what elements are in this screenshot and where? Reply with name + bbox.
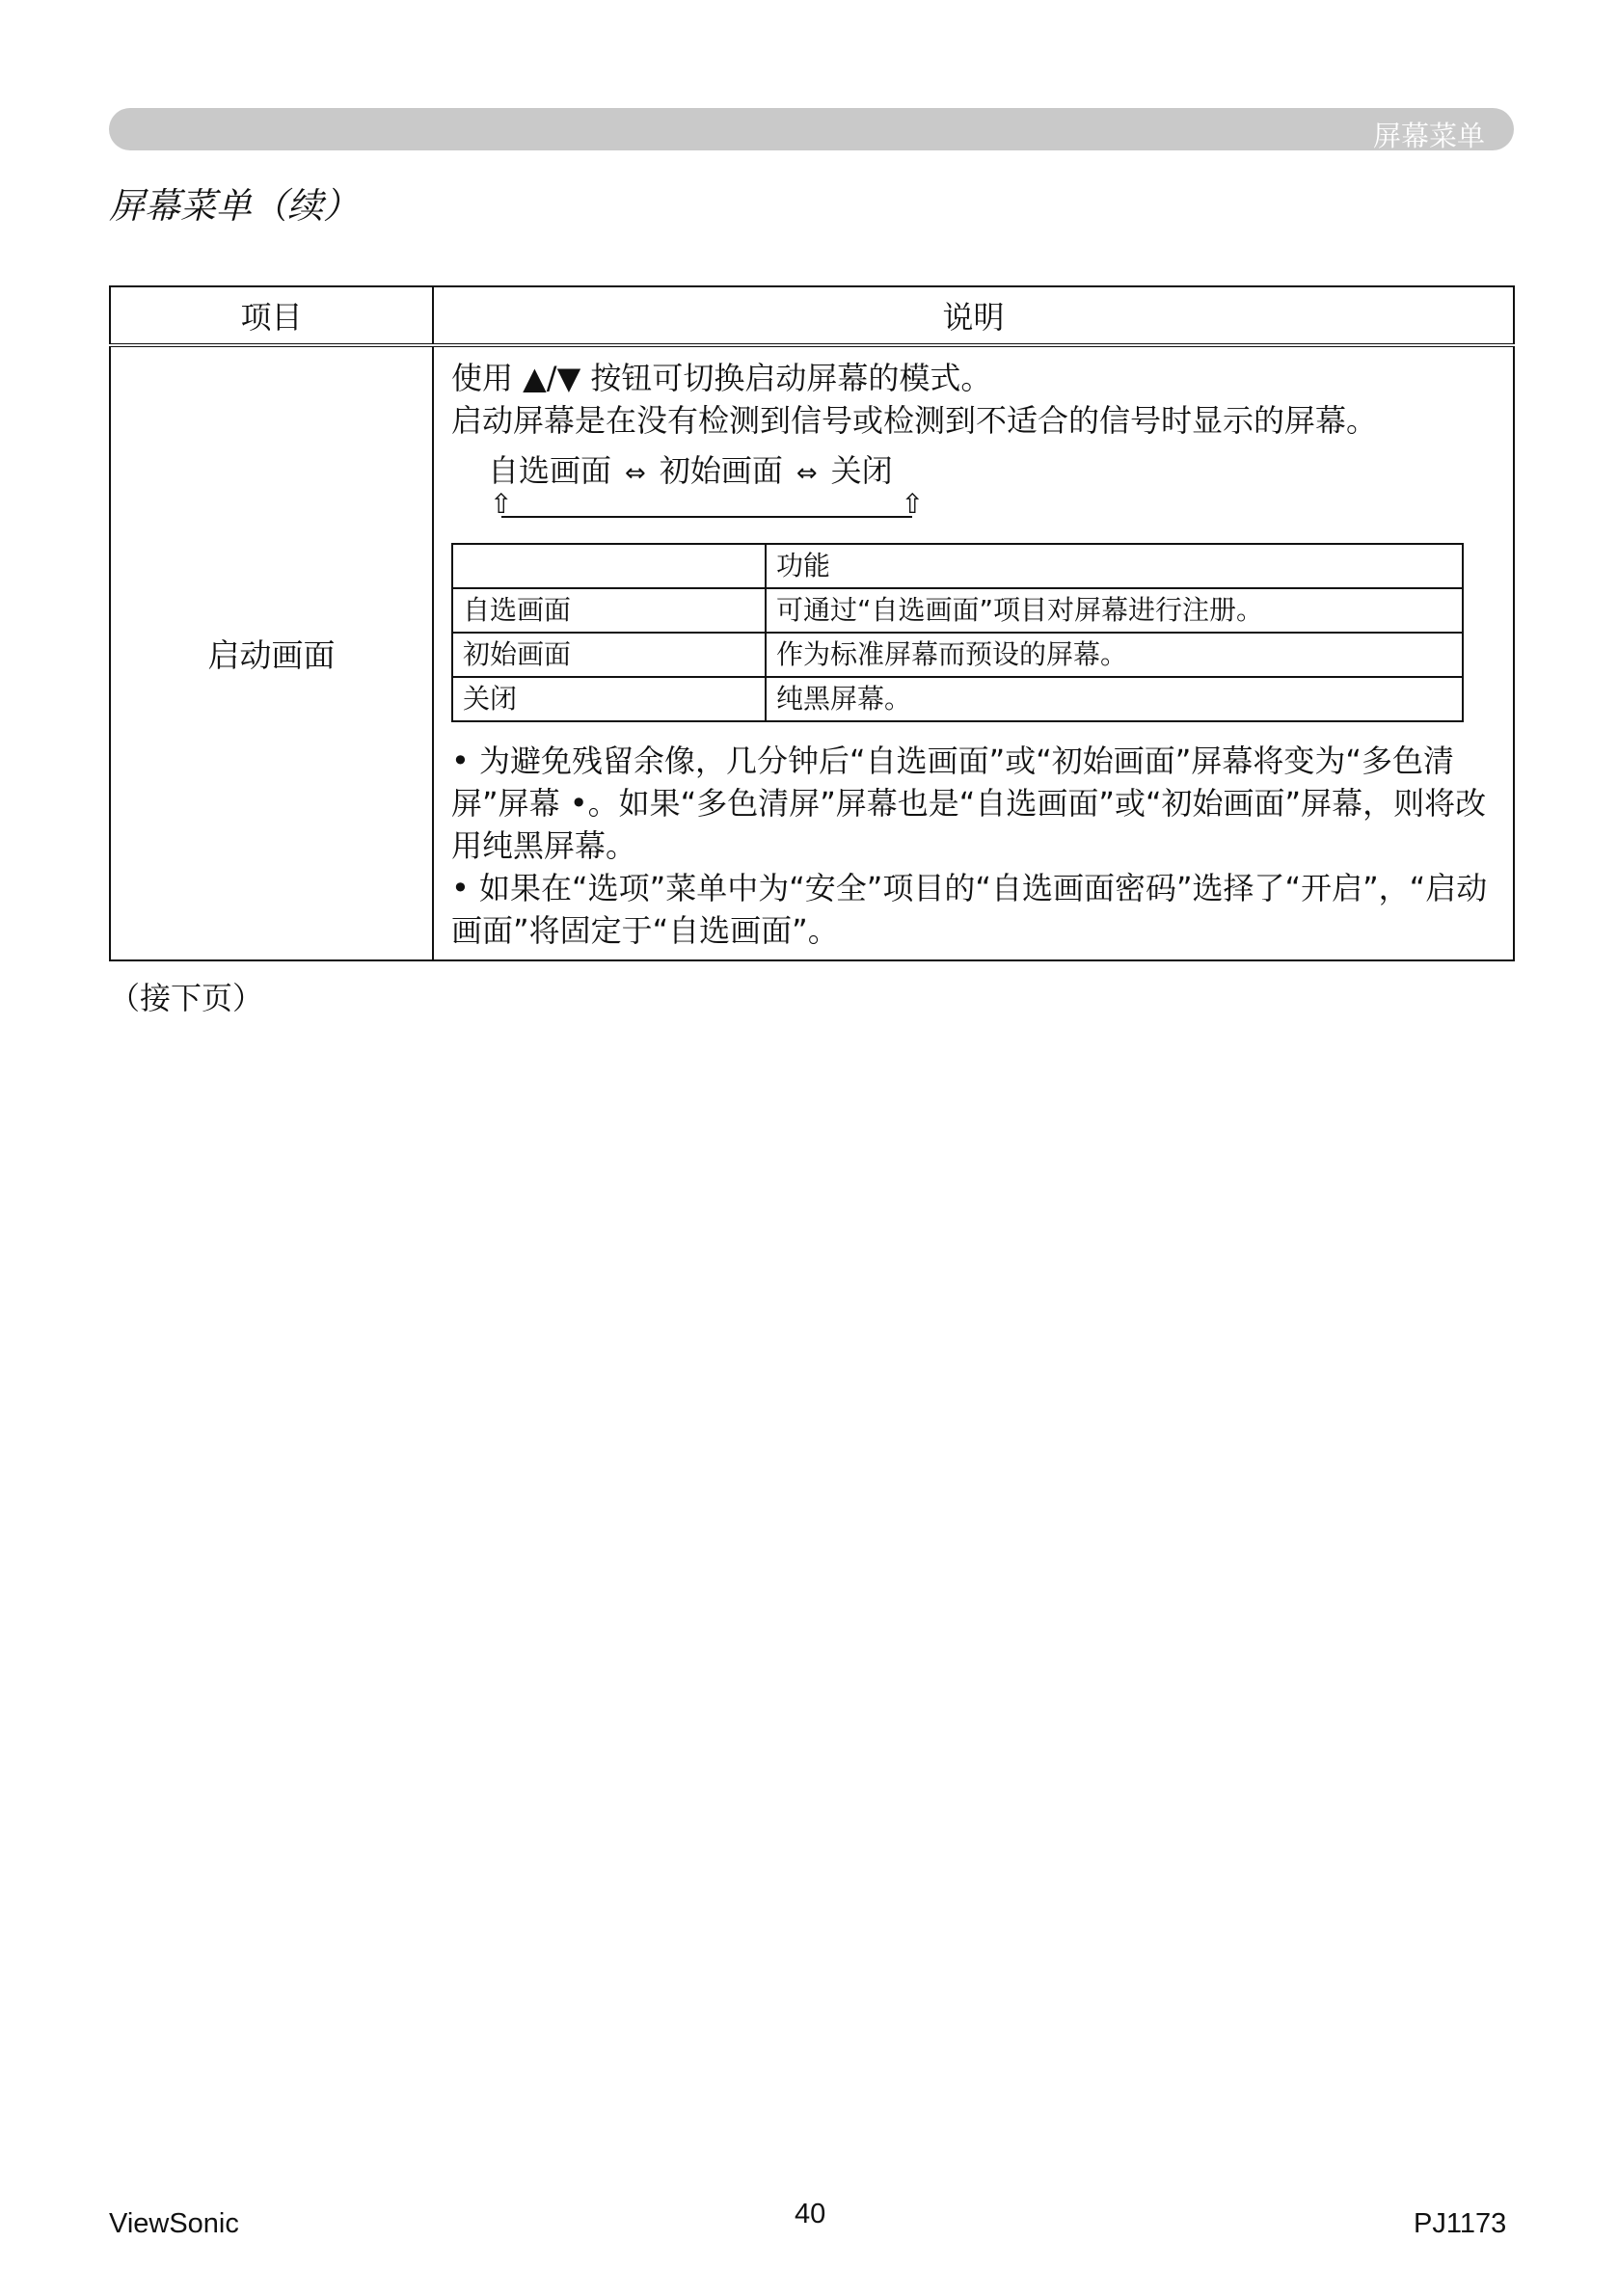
description-line: 使用 ▲/▼ 按钮可切换启动屏幕的模式。 xyxy=(451,360,992,396)
note: • 如果在“选项”菜单中为“安全”项目的“自选画面密码”选择了“开启”，“启动画面”将固定于“自选画面”。 xyxy=(451,870,1488,949)
loop-indicator xyxy=(490,488,924,526)
header-label: 屏幕菜单 xyxy=(1372,120,1485,152)
column-header-description: 说明 xyxy=(433,286,1514,345)
cycle-option: 自选画面 xyxy=(488,452,612,489)
description-cell xyxy=(433,345,1514,960)
option-name: 自选画面 xyxy=(452,588,766,633)
mode-cycle xyxy=(488,449,1499,495)
option-name: 关闭 xyxy=(452,677,766,721)
note: • 为避免残留余像，几分钟后“自选画面”或“初始画面”屏幕将变为“多色清屏”屏幕 •。如果“多色清屏”屏幕也是“自选画面”或“初始画面”屏幕，则将改用纯黑屏幕。 xyxy=(451,743,1487,864)
option-function: 作为标准屏幕而预设的屏幕。 xyxy=(766,633,1463,677)
up-arrow-icon: ⇧ xyxy=(490,488,513,520)
up-arrow-icon: ⇧ xyxy=(901,488,924,520)
cycle-option: 关闭 xyxy=(830,452,893,489)
cycle-option: 初始画面 xyxy=(659,452,783,489)
column-header-function: 功能 xyxy=(766,544,1463,588)
table-row xyxy=(452,544,1463,588)
description-line: 启动屏幕是在没有检测到信号或检测到不适合的信号时显示的屏幕。 xyxy=(451,402,1378,439)
table-row xyxy=(452,633,1463,677)
option-function: 可通过“自选画面”项目对屏幕进行注册。 xyxy=(766,588,1463,633)
settings-table xyxy=(109,285,1515,961)
footer-model: PJ1173 xyxy=(1414,2208,1507,2239)
item-name: 启动画面 xyxy=(110,345,433,960)
option-name: 初始画面 xyxy=(452,633,766,677)
table-cell xyxy=(452,544,766,588)
footer-brand: ViewSonic xyxy=(109,2208,239,2239)
option-function: 纯黑屏幕。 xyxy=(766,677,1463,721)
loop-line xyxy=(501,516,912,518)
column-header-item: 项目 xyxy=(110,286,433,345)
page-number: 40 xyxy=(795,2199,826,2229)
double-arrow-icon: ⇔ xyxy=(796,459,818,488)
header-bar xyxy=(109,108,1514,150)
table-row xyxy=(110,345,1514,960)
table-row xyxy=(452,677,1463,721)
function-table xyxy=(451,543,1464,722)
table-row xyxy=(452,588,1463,633)
continued-note: （接下页） xyxy=(109,980,264,1016)
section-title: 屏幕菜单（续） xyxy=(109,185,359,227)
double-arrow-icon: ⇔ xyxy=(625,459,646,488)
